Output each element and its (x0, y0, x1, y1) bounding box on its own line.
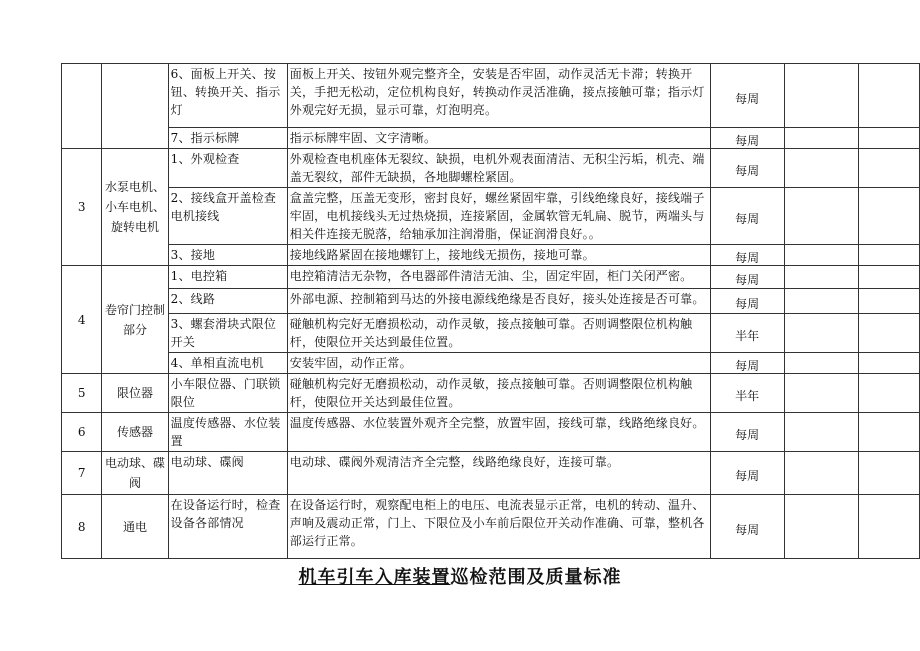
frequency-text: 每周 (735, 297, 760, 311)
row-number: 7 (62, 452, 102, 495)
blank-cell (784, 149, 859, 188)
check-item: 温度传感器、水位装置 (168, 413, 287, 452)
frequency-text: 每周 (735, 251, 760, 265)
document-title (0, 563, 920, 589)
table-row (62, 452, 920, 495)
frequency-text: 每周 (735, 134, 760, 148)
equipment-name: 限位器 (102, 374, 168, 413)
check-frequency (710, 266, 784, 289)
table-row (62, 413, 920, 452)
blank-cell (784, 266, 859, 289)
title-rest: 巡检范围及质量标准 (450, 567, 622, 588)
quality-standard: 温度传感器、水位装置外观齐全完整，放置牢固，接线可靠，线路绝缘良好。 (287, 413, 710, 452)
check-item: 4、单相直流电机 (168, 353, 287, 374)
blank-cell (784, 452, 859, 495)
blank-cell (859, 149, 920, 188)
quality-standard: 电控箱清洁无杂物，各电器部件清洁无油、尘，固定牢固，柜门关闭严密。 (287, 266, 710, 289)
quality-standard: 面板上开关、按钮外观完整齐全，安装是否牢固，动作灵活无卡滞；转换开关，手把无松动，定位机构良好，转换动作灵活准确，接点接触可靠；指示灯外观完好无损，显示可靠，灯泡明亮。 (287, 64, 710, 128)
table-row (62, 314, 920, 353)
check-item: 在设备运行时，检查设备各部情况 (168, 495, 287, 559)
blank-cell (784, 64, 859, 128)
blank-cell (859, 314, 920, 353)
check-frequency (710, 495, 784, 559)
check-item: 3、接地 (168, 245, 287, 266)
blank-cell (784, 495, 859, 559)
blank-cell (784, 245, 859, 266)
frequency-text: 半年 (735, 329, 760, 343)
check-frequency (710, 64, 784, 128)
blank-cell (784, 289, 859, 314)
check-frequency (710, 452, 784, 495)
equipment-name: 电动球、碟阀 (102, 452, 168, 495)
equipment-name: 通电 (102, 495, 168, 559)
row-number: 6 (62, 413, 102, 452)
check-item: 电动球、碟阀 (168, 452, 287, 495)
blank-cell (859, 64, 920, 128)
table-row (62, 188, 920, 245)
quality-standard: 外部电源、控制箱到马达的外接电源线绝缘是否良好，接头处连接是否可靠。 (287, 289, 710, 314)
blank-cell (859, 188, 920, 245)
blank-cell (859, 452, 920, 495)
title-underlined: 机车引车入库装置 (298, 567, 451, 588)
frequency-text: 每周 (735, 273, 760, 287)
check-item: 6、面板上开关、按钮、转换开关、指示灯 (168, 64, 287, 128)
row-number: 3 (62, 149, 102, 266)
check-frequency (710, 128, 784, 149)
quality-standard: 电动球、碟阀外观清洁齐全完整，线路绝缘良好，连接可靠。 (287, 452, 710, 495)
check-item: 1、外观检查 (168, 149, 287, 188)
frequency-text: 每周 (735, 469, 760, 483)
blank-cell (859, 374, 920, 413)
table-row (62, 374, 920, 413)
quality-standard: 碰触机构完好无磨损松动，动作灵敏，接点接触可靠。否则调整限位机构触杆，使限位开关达到最佳位置。 (287, 314, 710, 353)
blank-cell (859, 245, 920, 266)
check-frequency (710, 149, 784, 188)
check-item: 2、接线盒开盖检查电机接线 (168, 188, 287, 245)
equipment-name: 卷帘门控制部分 (102, 266, 168, 374)
quality-standard: 在设备运行时，观察配电柜上的电压、电流表显示正常，电机的转动、温升、声响及震动正常，门上、下限位及小车前后限位开关动作准确、可靠，整机各部运行正常。 (287, 495, 710, 559)
check-item: 2、线路 (168, 289, 287, 314)
inspection-table (61, 63, 920, 559)
equipment-name: 传感器 (102, 413, 168, 452)
blank-cell (784, 413, 859, 452)
check-frequency (710, 353, 784, 374)
equipment-name (102, 64, 168, 149)
blank-cell (784, 374, 859, 413)
table-row (62, 245, 920, 266)
check-item: 7、指示标牌 (168, 128, 287, 149)
check-item: 小车限位器、门联锁限位 (168, 374, 287, 413)
table-row (62, 495, 920, 559)
frequency-text: 每周 (735, 522, 760, 537)
quality-standard: 盒盖完整，压盖无变形，密封良好，螺丝紧固牢靠，引线绝缘良好，接线端子牢固，电机接线头无过热烧损，连接紧固，金属软管无轧扁、脱节，两端头与相关件连接无脱落，给轴承加注润滑脂，保证润滑良好。。 (287, 188, 710, 245)
table-row (62, 266, 920, 289)
check-frequency (710, 245, 784, 266)
frequency-text: 半年 (735, 389, 760, 403)
quality-standard: 安装牢固，动作正常。 (287, 353, 710, 374)
quality-standard: 碰触机构完好无磨损松动，动作灵敏，接点接触可靠。否则调整限位机构触杆，使限位开关达到最佳位置。 (287, 374, 710, 413)
table-row (62, 128, 920, 149)
row-number: 4 (62, 266, 102, 374)
blank-cell (784, 188, 859, 245)
quality-standard: 接地线路紧固在接地螺钉上，接地线无损伤，接地可靠。 (287, 245, 710, 266)
blank-cell (784, 314, 859, 353)
check-frequency (710, 374, 784, 413)
check-item: 1、电控箱 (168, 266, 287, 289)
blank-cell (859, 413, 920, 452)
blank-cell (859, 353, 920, 374)
check-item: 3、螺套滑块式限位开关 (168, 314, 287, 353)
table-row (62, 149, 920, 188)
quality-standard: 外观检查电机座体无裂纹、缺损，电机外观表面清洁、无积尘污垢，机壳、端盖无裂纹，部件无缺损，各地脚螺栓紧固。 (287, 149, 710, 188)
table-row (62, 289, 920, 314)
blank-cell (784, 128, 859, 149)
table-row (62, 64, 920, 128)
blank-cell (784, 353, 859, 374)
table-row (62, 353, 920, 374)
frequency-text: 每周 (735, 164, 760, 178)
frequency-text: 每周 (735, 428, 760, 442)
frequency-text: 每周 (735, 359, 760, 373)
blank-cell (859, 128, 920, 149)
quality-standard: 指示标牌牢固、文字清晰。 (287, 128, 710, 149)
check-frequency (710, 188, 784, 245)
blank-cell (859, 495, 920, 559)
blank-cell (859, 289, 920, 314)
row-number: 5 (62, 374, 102, 413)
blank-cell (859, 266, 920, 289)
row-number: 8 (62, 495, 102, 559)
check-frequency (710, 289, 784, 314)
frequency-text: 每周 (735, 212, 760, 226)
check-frequency (710, 413, 784, 452)
equipment-name: 水泵电机、小车电机、旋转电机 (102, 149, 168, 266)
frequency-text: 每周 (735, 91, 760, 106)
check-frequency (710, 314, 784, 353)
row-number (62, 64, 102, 149)
